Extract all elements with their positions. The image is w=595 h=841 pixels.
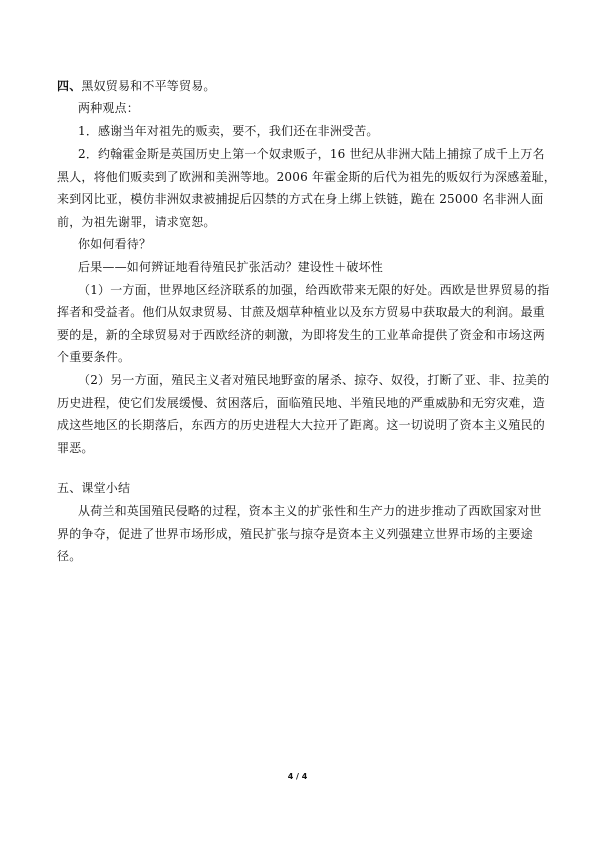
view-2-line: 前，为祖先谢罪，请求宽恕。: [57, 215, 216, 229]
consequence-heading: 后果——如何辨证地看待殖民扩张活动？建设性＋破坏性: [78, 260, 384, 274]
views-label: 两种观点：: [78, 101, 140, 115]
section4-title: 黑奴贸易和不平等贸易。: [81, 79, 216, 93]
point-1-line: 要的是，新的全球贸易对于西欧经济的刺激，为即将发生的工业革命提供了资金和市场这两: [57, 328, 546, 342]
point-2-line: 成这些地区的长期落后，东西方的历史进程大大拉开了距离。这一切说明了资本主义殖民的: [57, 418, 546, 432]
view-2-line: 黑人，将他们贩卖到了欧洲和美洲等地。2006 年霍金斯的后代为祖先的贩奴行为深感羞耻，: [57, 170, 556, 184]
point-1-line: 挥者和受益者。他们从奴隶贸易、甘蔗及烟草种植业以及东方贸易中获取最大的利润。最重: [57, 305, 546, 319]
point-2-line: 历史进程，使它们发展缓慢、贫困落后，面临殖民地、半殖民地的严重威胁和无穷灾难，造: [57, 396, 546, 410]
page-number: 4 / 4: [287, 772, 308, 781]
section4-heading: [57, 79, 216, 93]
summary-line: 界的争夺，促进了世界市场形成，殖民扩张与掠夺是资本主义列强建立世界市场的主要途: [57, 527, 533, 541]
summary-line: 径。: [57, 549, 82, 563]
view-2-line: 2．约翰霍金斯是英国历史上第一个奴隶贩子，16 世纪从非洲大陆上捕掠了成千上万名: [78, 147, 545, 161]
point-1-line: 个重要条件。: [57, 350, 131, 364]
question: 你如何看待？: [78, 237, 152, 251]
section5-heading: 五、课堂小结: [57, 481, 131, 495]
point-2-line: 罪恶。: [57, 441, 94, 455]
summary-line: 从荷兰和英国殖民侵略的过程，资本主义的扩张性和生产力的进步推动了西欧国家对世: [78, 504, 542, 518]
point-2-line: （2）另一方面，殖民主义者对殖民地野蛮的屠杀、掠夺、奴役，打断了亚、非、拉美的: [78, 373, 550, 387]
view-2-line: 来到冈比亚，模仿非洲奴隶被捕捉后囚禁的方式在身上绑上铁链，跪在 25000 名非洲人面: [57, 192, 544, 206]
section4-number: 四、: [57, 79, 82, 93]
point-1-line: （1）一方面，世界地区经济联系的加强，给西欧带来无限的好处。西欧是世界贸易的指: [78, 283, 550, 297]
view-1: 1．感谢当年对祖先的贩卖，要不，我们还在非洲受苦。: [78, 124, 379, 138]
